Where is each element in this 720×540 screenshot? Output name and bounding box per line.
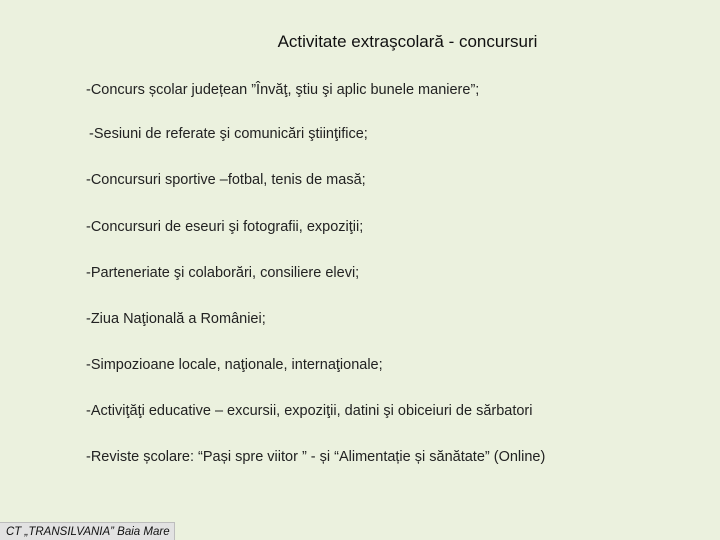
list-item: -Activiţăţi educative – excursii, expoziţii, datini şi obiceiuri de sărbatori: [86, 403, 533, 419]
list-item: -Concurs școlar județean ”Învăţ, ştiu şi aplic bunele maniere”;: [86, 82, 480, 98]
list-item: -Sesiuni de referate şi comunicări ştiinţifice;: [89, 126, 368, 142]
list-item: -Concursuri sportive –fotbal, tenis de masă;: [86, 172, 366, 188]
list-item: -Reviste școlare: “Pași spre viitor ” - și “Alimentație și sănătate” (Online): [86, 449, 546, 465]
slide-title: Activitate extraşcolară - concursuri: [277, 32, 538, 51]
footer-label: CT „TRANSILVANIA” Baia Mare: [0, 522, 175, 540]
list-item: -Simpozioane locale, naţionale, internaţionale;: [86, 357, 383, 373]
list-item: -Concursuri de eseuri şi fotografii, expoziţii;: [86, 219, 364, 235]
list-item: -Parteneriate şi colaborări, consiliere elevi;: [86, 265, 360, 281]
list-item: -Ziua Naţională a României;: [86, 311, 266, 327]
